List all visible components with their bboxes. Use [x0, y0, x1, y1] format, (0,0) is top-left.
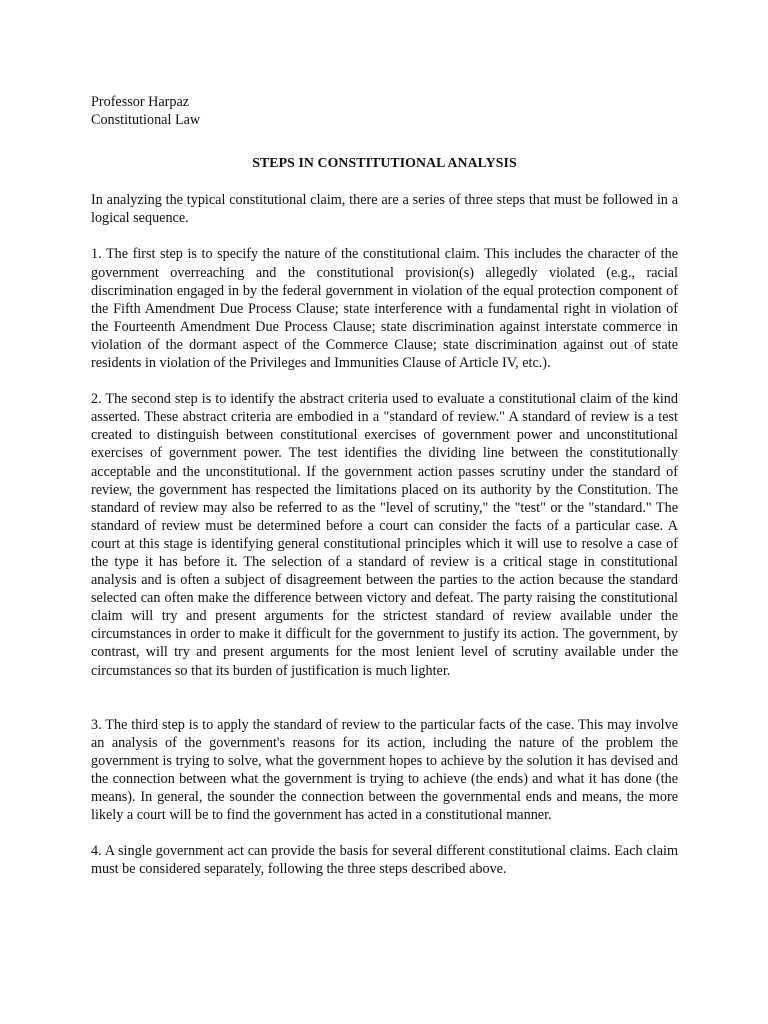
author-line: Professor Harpaz — [91, 94, 190, 110]
document-title: STEPS IN CONSTITUTIONAL ANALYSIS — [252, 155, 517, 171]
step-2-paragraph: 2. The second step is to identify the abstract criteria used to evaluate a constitutional claim of the kind asserted. These abstract criteria are embodied in a "standard of review." A standard of review is a test created to distinguish between constitutional exercises of government power and unconstitutional exercises of government power. The test identifies the dividing line between the constitutionally acceptable and the unconstitutional. If the government action passes scrutiny under the standard of review, the government has respected the limitations placed on its authority by the Constitution. The standard of review may also be referred to as the "level of scrutiny," the "test" or the "standard." The standard of review must be determined before a court can consider the facts of a particular case. A court at this stage is identifying general constitutional principles which it will use to resolve a case of the type it has before it. The selection of a standard of review is a critical stage in constitutional analysis and is often a subject of disagreement between the parties to the action because the standard selected can often make the difference between victory and defeat. The party raising the constitutional claim will try and present arguments for the strictest standard of review available under the circumstances in order to make it difficult for the government to justify its action. The government, by contrast, will try and present arguments for the most lenient level of scrutiny available under the circumstances so that its burden of justification is much lighter. — [91, 391, 678, 679]
course-line: Constitutional Law — [91, 112, 201, 129]
intro-paragraph: In analyzing the typical constitutional claim, there are a series of three steps that must be followed in a logical sequence. — [91, 192, 678, 227]
step-3-paragraph: 3. The third step is to apply the standard of review to the particular facts of the case. This may involve an analysis of the government's reasons for its action, including the nature of the problem the government is trying to solve, what the government hopes to achieve by the solution it has devised and the connection between what the government is trying to achieve (the ends) and what it has done (the means). In general, the sounder the connection between the governmental ends and means, the more likely a court will be to find the government has acted in a constitutional manner. — [91, 716, 678, 824]
document-body — [91, 93, 678, 878]
step-4-paragraph: 4. A single government act can provide the basis for several different constitutional claims. Each claim must be considered separately, following the three steps described above. — [91, 843, 678, 878]
step-1-paragraph: 1. The first step is to specify the nature of the constitutional claim. This includes the character of the government overreaching and the constitutional provision(s) allegedly violated (e.g., racial discrimination engaged in by the federal government in violation of the equal protection component of the Fifth Amendment Due Process Clause; state interference with a fundamental right in violation of the Fourteenth Amendment Due Process Clause; state discrimination against interstate commerce in violation of the dormant aspect of the Commerce Clause; state discrimination against out of state residents in violation of the Privileges and Immunities Clause of Article IV, etc.). — [91, 246, 678, 372]
